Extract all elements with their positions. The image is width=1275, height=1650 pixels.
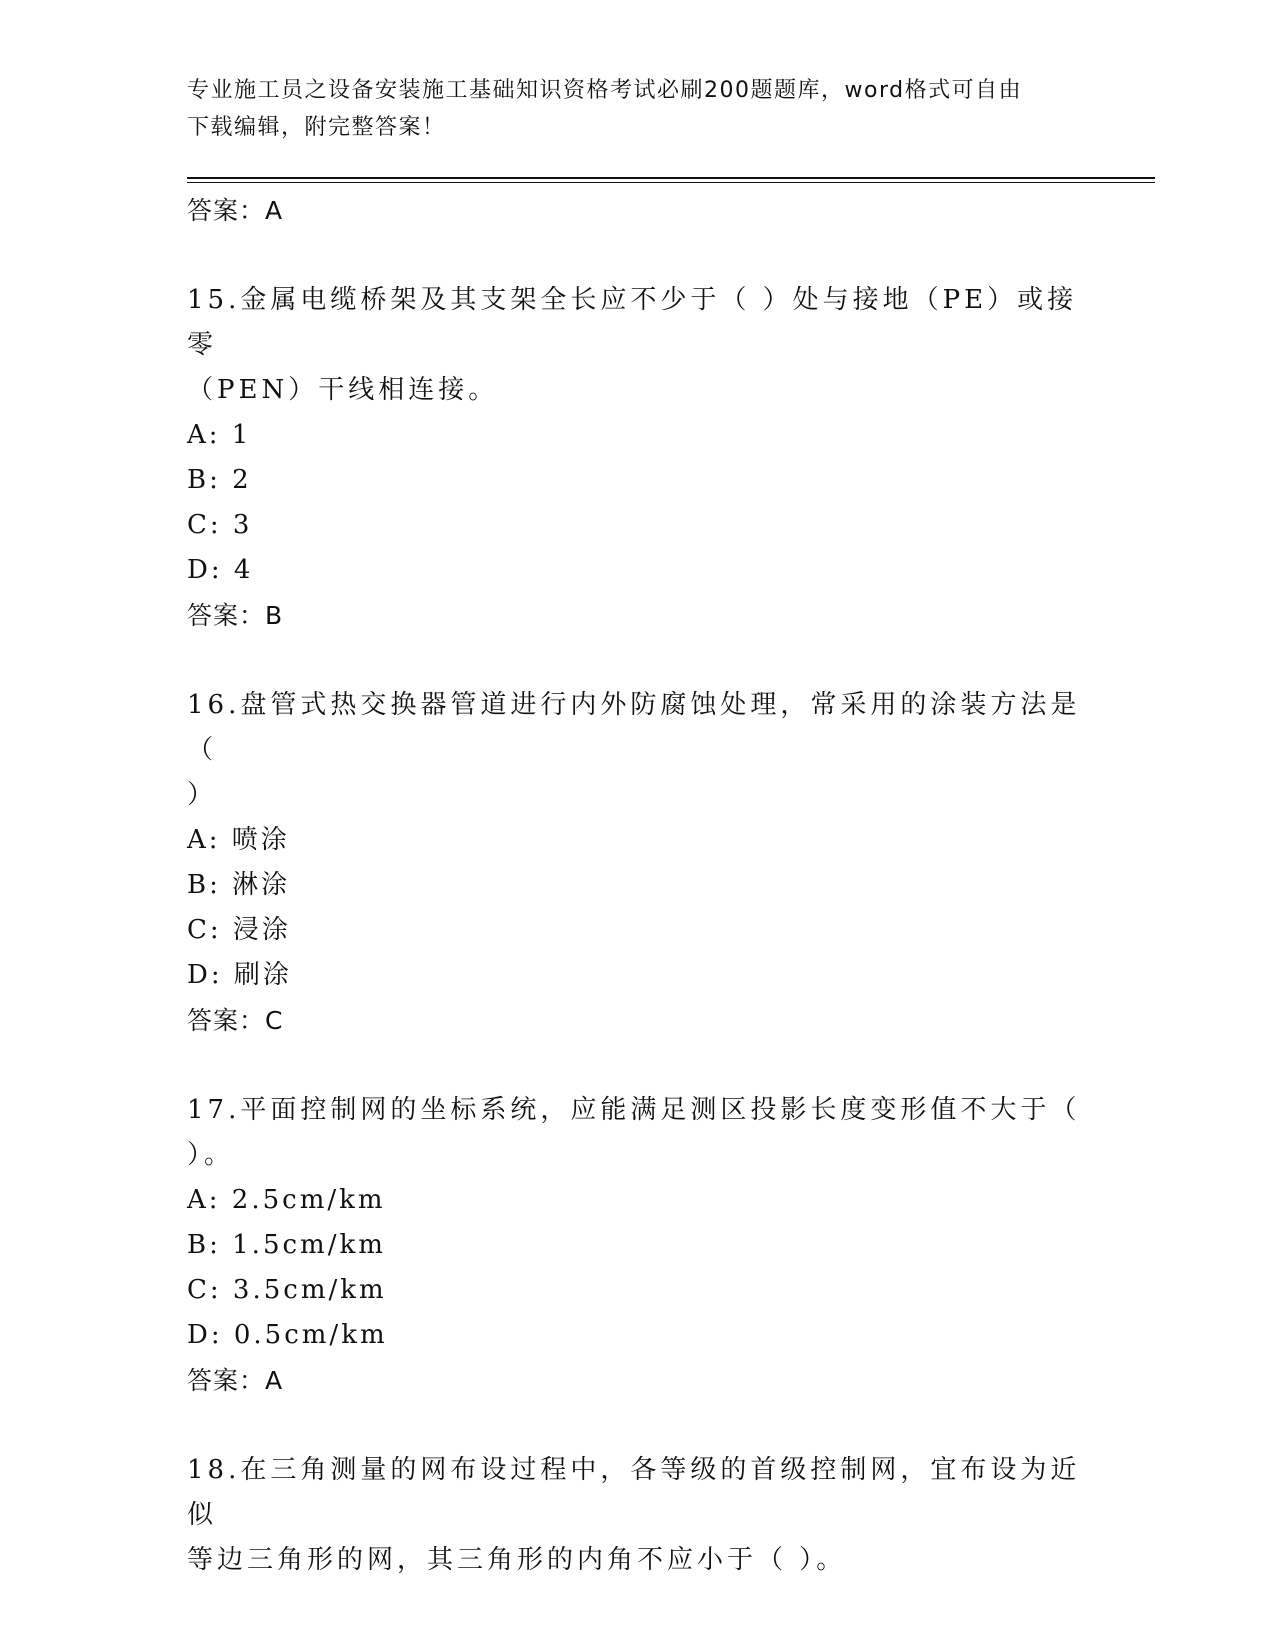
question-16: [187, 683, 1087, 1043]
header-line-2: 下载编辑，附完整答案！: [187, 115, 446, 140]
question-text-line: 15.金属电缆桥架及其支架全长应不少于（ ）处与接地（PE）或接零: [187, 285, 1078, 360]
spacer: [187, 233, 1087, 278]
question-text-line: 16.盘管式热交换器管道进行内外防腐蚀处理，常采用的涂装方法是（: [187, 690, 1081, 765]
option-b: B: 1.5cm/km: [187, 1230, 386, 1260]
question-text-line: ）。: [187, 1140, 235, 1170]
header-divider-thick: [187, 177, 1155, 179]
header-line-1: 专业施工员之设备安装施工基础知识资格考试必刷200题题库，word格式可自由: [187, 78, 1023, 103]
option-b: B: 淋涂: [187, 870, 291, 900]
spacer: [187, 1403, 1087, 1448]
option-d: D: 0.5cm/km: [187, 1320, 388, 1350]
answer-line: 答案：A: [187, 1366, 284, 1395]
question-text-line: 17.平面控制网的坐标系统，应能满足测区投影长度变形值不大于（: [187, 1095, 1081, 1125]
question-15: [187, 278, 1087, 638]
document-header: [187, 72, 1067, 146]
option-c: C: 3.5cm/km: [187, 1275, 387, 1305]
answer-line: 答案：B: [187, 601, 284, 630]
question-text-line: 18.在三角测量的网布设过程中，各等级的首级控制网，宜布设为近似: [187, 1455, 1081, 1530]
option-c: C: 浸涂: [187, 915, 291, 945]
question-list: [187, 188, 1087, 1583]
question-text-line: （PEN）干线相连接。: [187, 375, 499, 405]
question-text-line: 等边三角形的网，其三角形的内角不应小于（ ）。: [187, 1545, 847, 1575]
spacer: [187, 638, 1087, 683]
question-17: [187, 1088, 1087, 1403]
option-b: B: 2: [187, 465, 252, 495]
option-a: A: 2.5cm/km: [187, 1185, 386, 1215]
option-a: A: 喷涂: [187, 825, 290, 855]
header-divider-thin: [187, 182, 1155, 183]
option-a: A: 1: [187, 420, 252, 450]
spacer: [187, 1043, 1087, 1088]
option-c: C: 3: [187, 510, 253, 540]
answer-line: 答案：C: [187, 1006, 284, 1035]
question-18: [187, 1448, 1087, 1583]
option-d: D: 4: [187, 555, 254, 585]
option-d: D: 刷涂: [187, 960, 292, 990]
answer-line: 答案：A: [187, 196, 284, 225]
question-text-line: ）: [187, 780, 218, 810]
